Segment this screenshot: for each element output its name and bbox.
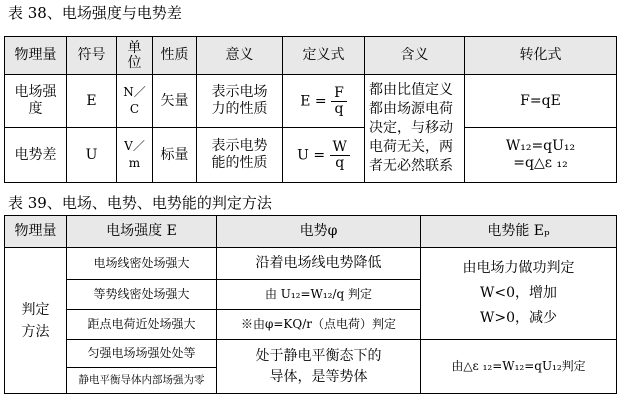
conversion-cell: W₁₂=qU₁₂ =q△ε ₁₂ — [465, 128, 617, 183]
table38-caption: 表 38、电场强度与电势差 — [8, 4, 182, 22]
header-quantity: 物理量 — [5, 216, 67, 248]
shared-meaning-cell: 都由比值定义 都由场源电荷 决定，与移动 电荷无关，两 者无必然联系 — [365, 75, 465, 183]
header-quantity: 物理量 — [5, 37, 67, 75]
quantity-cell: 电势差 — [5, 128, 67, 183]
table-39 — [4, 215, 617, 394]
table-38 — [4, 36, 617, 183]
potential-rule: 由 U₁₂=W₁₂/q 判定 — [217, 280, 421, 310]
energy-rule: 由△ε ₁₂=W₁₂=qU₁₂判定 — [421, 340, 617, 394]
table-row — [5, 75, 617, 128]
header-field-strength: 电场强度 E — [67, 216, 217, 248]
table-row — [5, 248, 617, 280]
symbol-cell: E — [67, 75, 117, 128]
definition-lhs: E = — [300, 93, 327, 109]
header-potential: 电势φ — [217, 216, 421, 248]
fraction-numerator: W — [330, 140, 350, 156]
field-rule: 距点电荷近处场强大 — [67, 310, 217, 340]
symbol-cell: U — [67, 128, 117, 183]
meaning-cell: 表示电场 力的性质 — [197, 75, 283, 128]
definition-fraction — [331, 86, 347, 117]
header-implication: 含义 — [365, 37, 465, 75]
table-row — [5, 340, 617, 368]
field-rule: 静电平衡导体内部场强为零 — [67, 368, 217, 394]
potential-rule: 处于静电平衡态下的 导体，是等势体 — [217, 340, 421, 394]
header-potential-energy: 电势能 Eₚ — [421, 216, 617, 248]
definition-cell — [283, 128, 365, 183]
header-definition: 定义式 — [283, 37, 365, 75]
field-rule: 等势线密处场强大 — [67, 280, 217, 310]
meaning-cell: 表示电势 能的性质 — [197, 128, 283, 183]
fraction-denominator: q — [334, 100, 344, 117]
table39-caption: 表 39、电场、电势、电势能的判定方法 — [8, 194, 272, 212]
method-label: 判定 方法 — [5, 248, 67, 394]
definition-fraction — [330, 140, 350, 171]
definition-cell — [283, 75, 365, 128]
definition-lhs: U = — [297, 147, 326, 163]
field-rule: 匀强电场场强处处等 — [67, 340, 217, 368]
potential-rule: 沿着电场线电势降低 — [217, 248, 421, 280]
field-rule: 电场线密处场强大 — [67, 248, 217, 280]
table-row — [5, 128, 617, 183]
header-unit: 单 位 — [117, 37, 153, 75]
unit-cell: V／m — [117, 128, 153, 183]
quantity-cell: 电场强 度 — [5, 75, 67, 128]
nature-cell: 矢量 — [153, 75, 197, 128]
nature-cell: 标量 — [153, 128, 197, 183]
fraction-numerator: F — [331, 86, 347, 102]
header-nature: 性质 — [153, 37, 197, 75]
energy-rule: 由电场力做功判定 W<0，增加 W>0，减少 — [421, 248, 617, 340]
potential-rule: ※由φ=KQ/r（点电荷）判定 — [217, 310, 421, 340]
header-conversion: 转化式 — [465, 37, 617, 75]
unit-cell: N／C — [117, 75, 153, 128]
fraction-denominator: q — [335, 154, 345, 171]
conversion-cell: F=qE — [465, 75, 617, 128]
header-symbol: 符号 — [67, 37, 117, 75]
header-meaning: 意义 — [197, 37, 283, 75]
